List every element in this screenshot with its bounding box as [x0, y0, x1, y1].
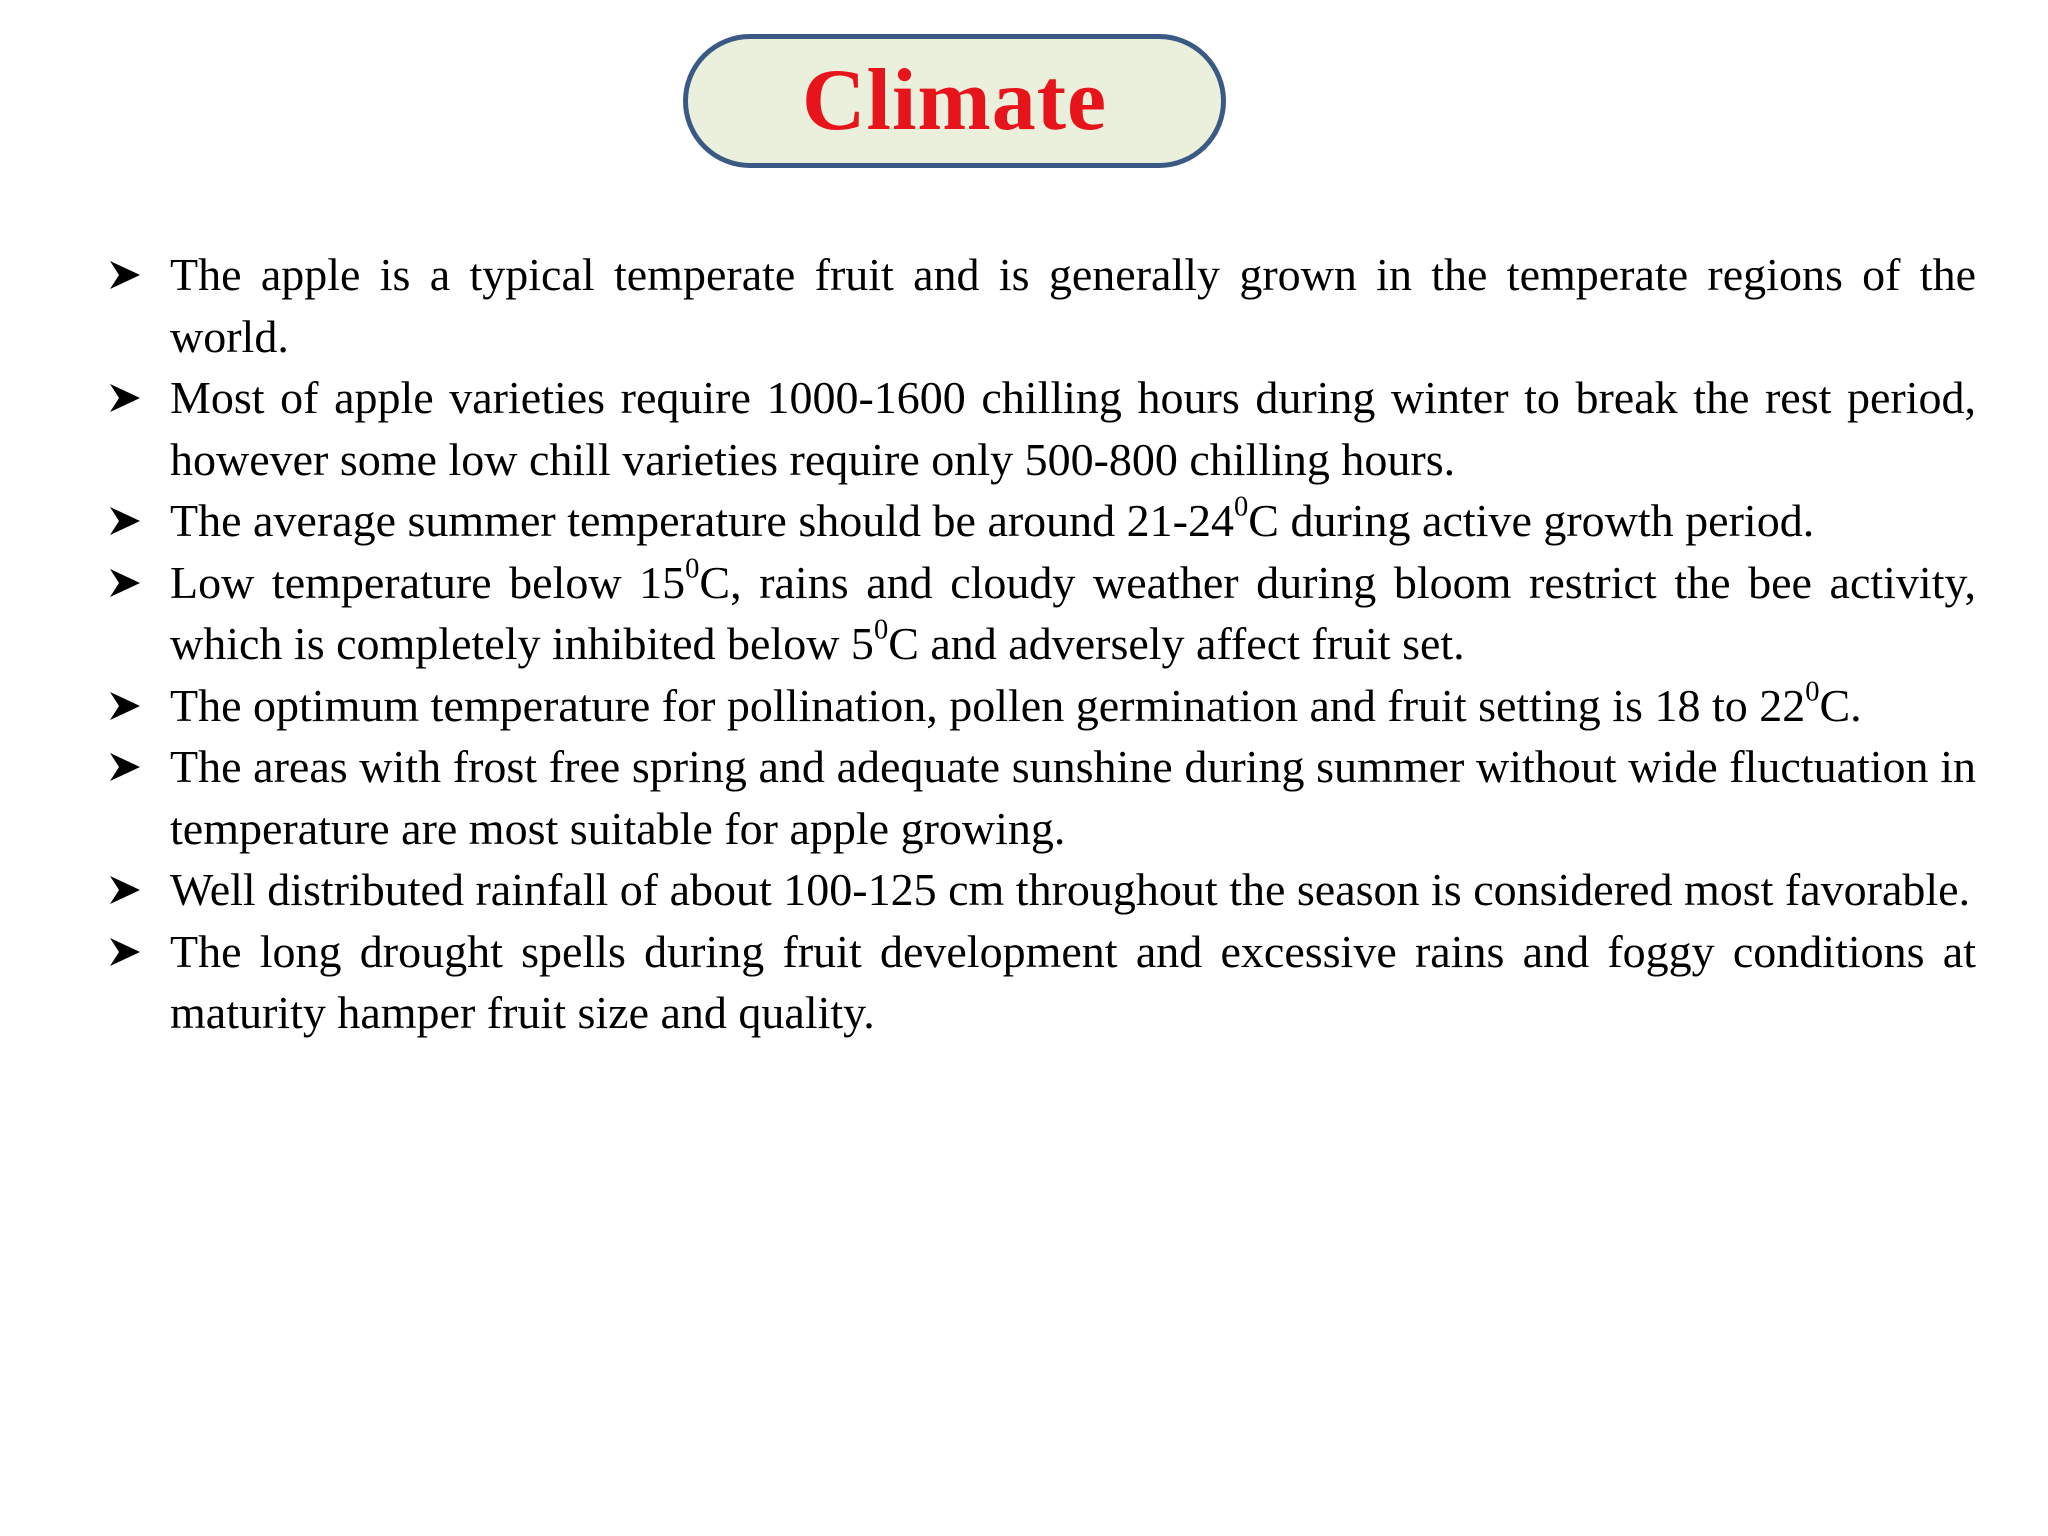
slide-title: Climate — [801, 52, 1108, 149]
bullet-text: C during active growth period. — [1248, 495, 1815, 546]
arrowhead-bullet-icon — [108, 259, 142, 291]
bullet-text: The average summer temperature should be around 21-24 — [170, 495, 1234, 546]
title-box — [683, 34, 1226, 168]
bullet-item — [108, 367, 1976, 490]
arrowhead-bullet-icon — [108, 874, 142, 906]
degree-superscript: 0 — [1234, 491, 1249, 523]
arrowhead-bullet-icon — [108, 382, 142, 414]
bullet-text: C. — [1819, 679, 1862, 731]
degree-superscript: 0 — [1805, 675, 1820, 707]
arrowhead-bullet-icon — [108, 505, 142, 537]
arrowhead-bullet-icon — [108, 690, 142, 722]
bullet-list — [108, 244, 1976, 1044]
bullet-text: C, rains and cloudy weather during bloom restrict the bee activity, which is completely inhibited below 5 — [170, 556, 1976, 669]
arrowhead-bullet-icon — [108, 936, 142, 968]
bullet-text: Well distributed rainfall of about 100-125 cm throughout the season is considered most favorable. — [170, 864, 1971, 915]
bullet-text: The areas with frost free spring and adequate sunshine during summer without wide fluctuation in temperature are most suitable for apple growing. — [170, 741, 1976, 854]
bullet-item — [108, 244, 1976, 367]
bullet-item — [108, 552, 1976, 675]
degree-superscript: 0 — [685, 552, 700, 584]
bullet-item — [108, 675, 1976, 737]
degree-superscript: 0 — [873, 614, 889, 646]
bullet-item — [108, 736, 1976, 859]
bullet-text: The optimum temperature for pollination, pollen germination and fruit setting is 18 to 22 — [170, 679, 1806, 731]
bullet-item — [108, 859, 1976, 921]
bullet-text: Low temperature below 15 — [170, 556, 686, 608]
bullet-text: C and adversely affect fruit set. — [888, 618, 1465, 669]
arrowhead-bullet-icon — [108, 567, 142, 599]
bullet-item — [108, 490, 1976, 552]
bullet-text: The long drought spells during fruit development and excessive rains and foggy conditions at maturity hamper fruit size and quality. — [170, 925, 1976, 1038]
bullet-text: Most of apple varieties require 1000-1600 chilling hours during winter to break the rest period, however some low chill varieties require only 500-800 chilling hours. — [170, 372, 1976, 485]
arrowhead-bullet-icon — [108, 751, 142, 783]
bullet-text: The apple is a typical temperate fruit and is generally grown in the temperate regions of the world. — [170, 249, 1976, 362]
bullet-item — [108, 921, 1976, 1044]
